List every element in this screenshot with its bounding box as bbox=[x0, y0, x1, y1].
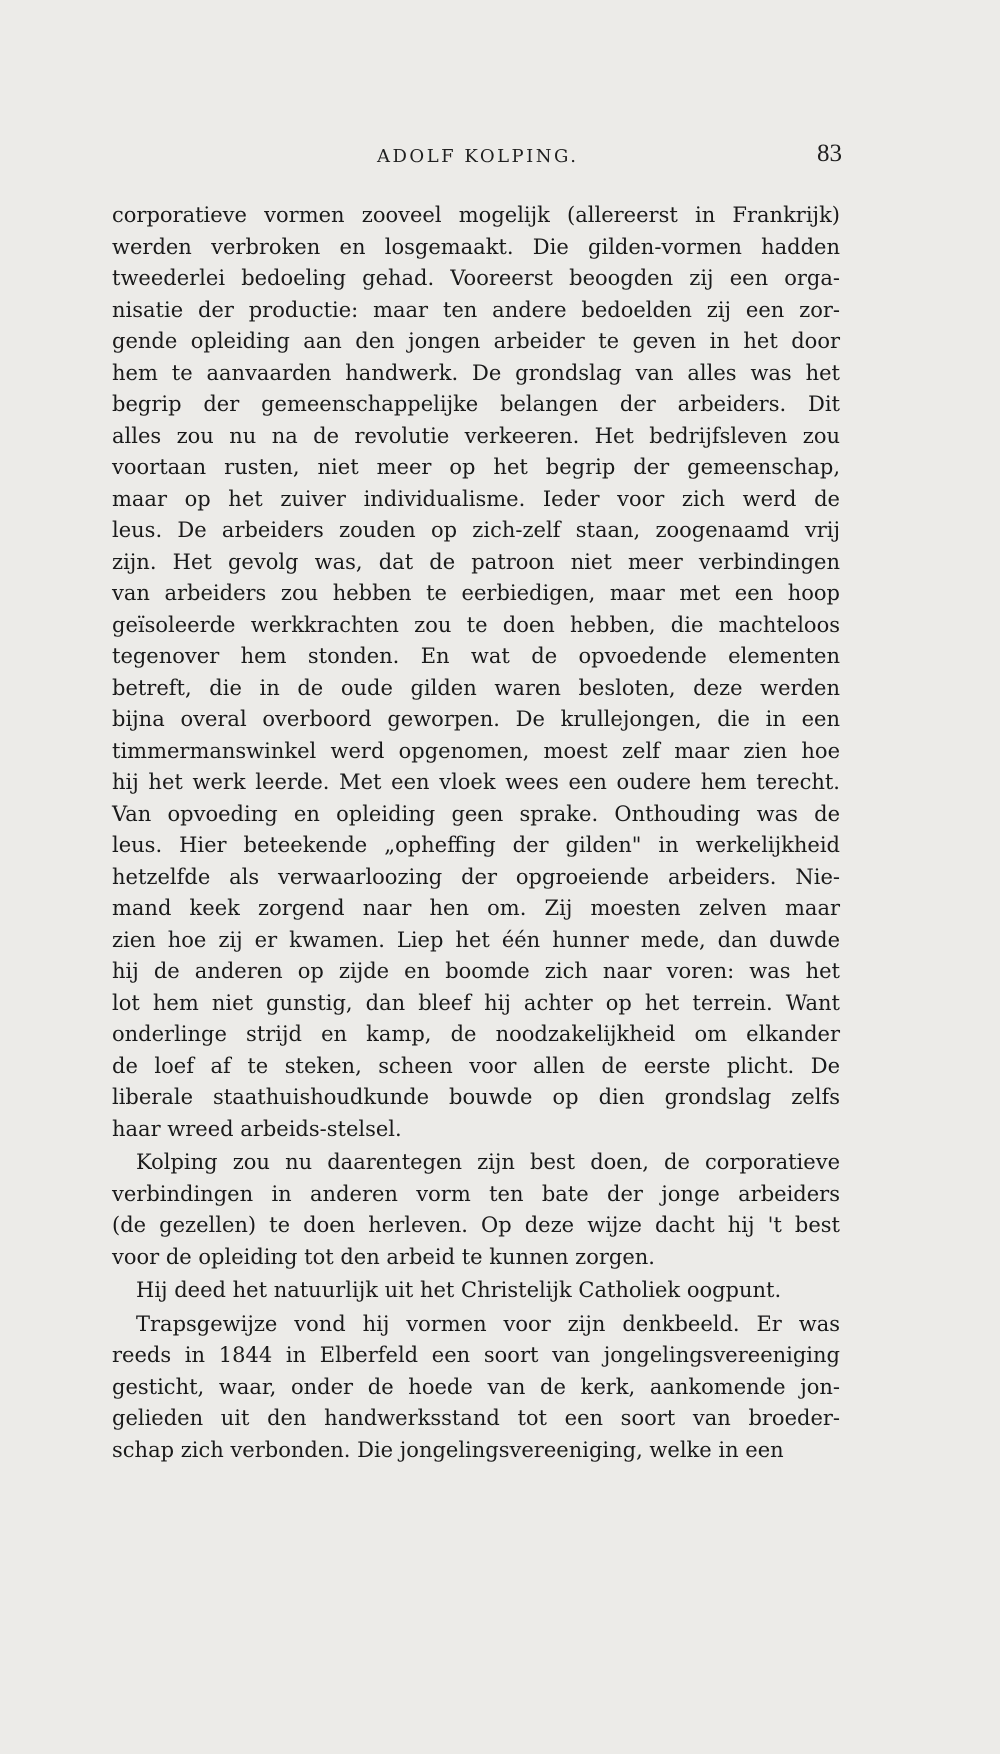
text-line: onderlinge strijd en kamp, de noodzakelijkheid om elkander bbox=[112, 1022, 840, 1046]
text-line: alles zou nu na de revolutie verkeeren. Het bedrijfsleven zou bbox=[112, 423, 840, 448]
text-line: Trapsgewijze vond hij vormen voor zijn denkbeeld. Er was bbox=[136, 1311, 840, 1336]
text-line: voortaan rusten, niet meer op het begrip der gemeenschap, bbox=[112, 455, 840, 479]
text-line: leus. Hier beteekende „opheffing der gilden" in werkelijkheid bbox=[112, 833, 840, 857]
text-line: timmermanswinkel werd opgenomen, moest zelf maar zien hoe bbox=[112, 738, 840, 763]
text-line: hem te aanvaarden handwerk. De grondslag van alles was het bbox=[112, 360, 840, 385]
text-line: tweederlei bedoeling gehad. Vooreerst beoogden zij een orga- bbox=[112, 266, 840, 290]
text-line: (de gezellen) te doen herleven. Op deze wijze dacht hij 't best bbox=[112, 1213, 840, 1237]
text-line: gesticht, waar, onder de hoede van de kerk, aankomende jon- bbox=[112, 1374, 840, 1399]
paragraph bbox=[112, 200, 840, 1145]
text-line: Van opvoeding en opleiding geen sprake. Onthouding was de bbox=[112, 801, 840, 826]
text-line: voor de opleiding tot den arbeid te kunnen zorgen. bbox=[112, 1244, 655, 1269]
text-line: tegenover hem stonden. En wat de opvoedende elementen bbox=[112, 644, 840, 668]
text-line: hij de anderen op zijde en boomde zich naar voren: was het bbox=[112, 959, 840, 983]
running-title: ADOLF KOLPING. bbox=[377, 146, 579, 167]
page-number: 83 bbox=[817, 140, 842, 167]
text-line: werden verbroken en losgemaakt. Die gilden-vormen hadden bbox=[112, 234, 840, 259]
text-line: zijn. Het gevolg was, dat de patroon niet meer verbindingen bbox=[112, 549, 840, 574]
text-line: leus. De arbeiders zouden op zich-zelf staan, zoogenaamd vrij bbox=[112, 518, 840, 542]
text-line: van arbeiders zou hebben te eerbiedigen, maar met een hoop bbox=[112, 581, 840, 605]
text-line: lot hem niet gunstig, dan bleef hij achter op het terrein. Want bbox=[112, 990, 840, 1015]
text-line: de loef af te steken, scheen voor allen de eerste plicht. De bbox=[112, 1053, 840, 1078]
text-line: haar wreed arbeids-stelsel. bbox=[112, 1116, 402, 1141]
text-line: gende opleiding aan den jongen arbeider te geven in het door bbox=[112, 329, 840, 353]
text-line: begrip der gemeenschappelijke belangen der arbeiders. Dit bbox=[112, 392, 840, 416]
text-line: zien hoe zij er kwamen. Liep het één hunner mede, dan duwde bbox=[112, 927, 840, 952]
text-line: maar op het zuiver individualisme. Ieder voor zich werd de bbox=[112, 486, 840, 511]
text-line: reeds in 1844 in Elberfeld een soort van jongelingsvereeniging bbox=[112, 1343, 840, 1367]
text-line: hetzelfde als verwaarloozing der opgroeiende arbeiders. Nie- bbox=[112, 864, 840, 889]
paragraph bbox=[112, 1147, 840, 1273]
paragraph bbox=[112, 1309, 840, 1467]
paragraph bbox=[112, 1275, 840, 1307]
text-line: Kolping zou nu daarentegen zijn best doen, de corporatieve bbox=[136, 1150, 840, 1174]
running-head bbox=[112, 138, 842, 178]
text-line: hij het werk leerde. Met een vloek wees een oudere hem terecht. bbox=[112, 770, 840, 794]
text-line: nisatie der productie: maar ten andere bedoelden zij een zor- bbox=[112, 297, 840, 322]
text-line: liberale staathuishoudkunde bouwde op dien grondslag zelfs bbox=[112, 1085, 840, 1109]
text-line: geïsoleerde werkkrachten zou te doen hebben, die machteloos bbox=[112, 612, 840, 637]
text-line: bijna overal overboord geworpen. De krullejongen, die in een bbox=[112, 707, 840, 731]
text-line: corporatieve vormen zooveel mogelijk (allereerst in Frankrijk) bbox=[112, 203, 840, 227]
text-line: betreft, die in de oude gilden waren besloten, deze werden bbox=[112, 675, 840, 700]
body-text bbox=[112, 200, 840, 1468]
text-line: schap zich verbonden. Die jongelingsvereeniging, welke in een bbox=[112, 1437, 784, 1462]
text-line: Hij deed het natuurlijk uit het Christelijk Catholiek oogpunt. bbox=[136, 1278, 782, 1302]
text-line: verbindingen in anderen vorm ten bate der jonge arbeiders bbox=[112, 1181, 840, 1206]
text-line: mand keek zorgend naar hen om. Zij moesten zelven maar bbox=[112, 896, 840, 920]
text-line: gelieden uit den handwerksstand tot een soort van broeder- bbox=[112, 1406, 840, 1430]
